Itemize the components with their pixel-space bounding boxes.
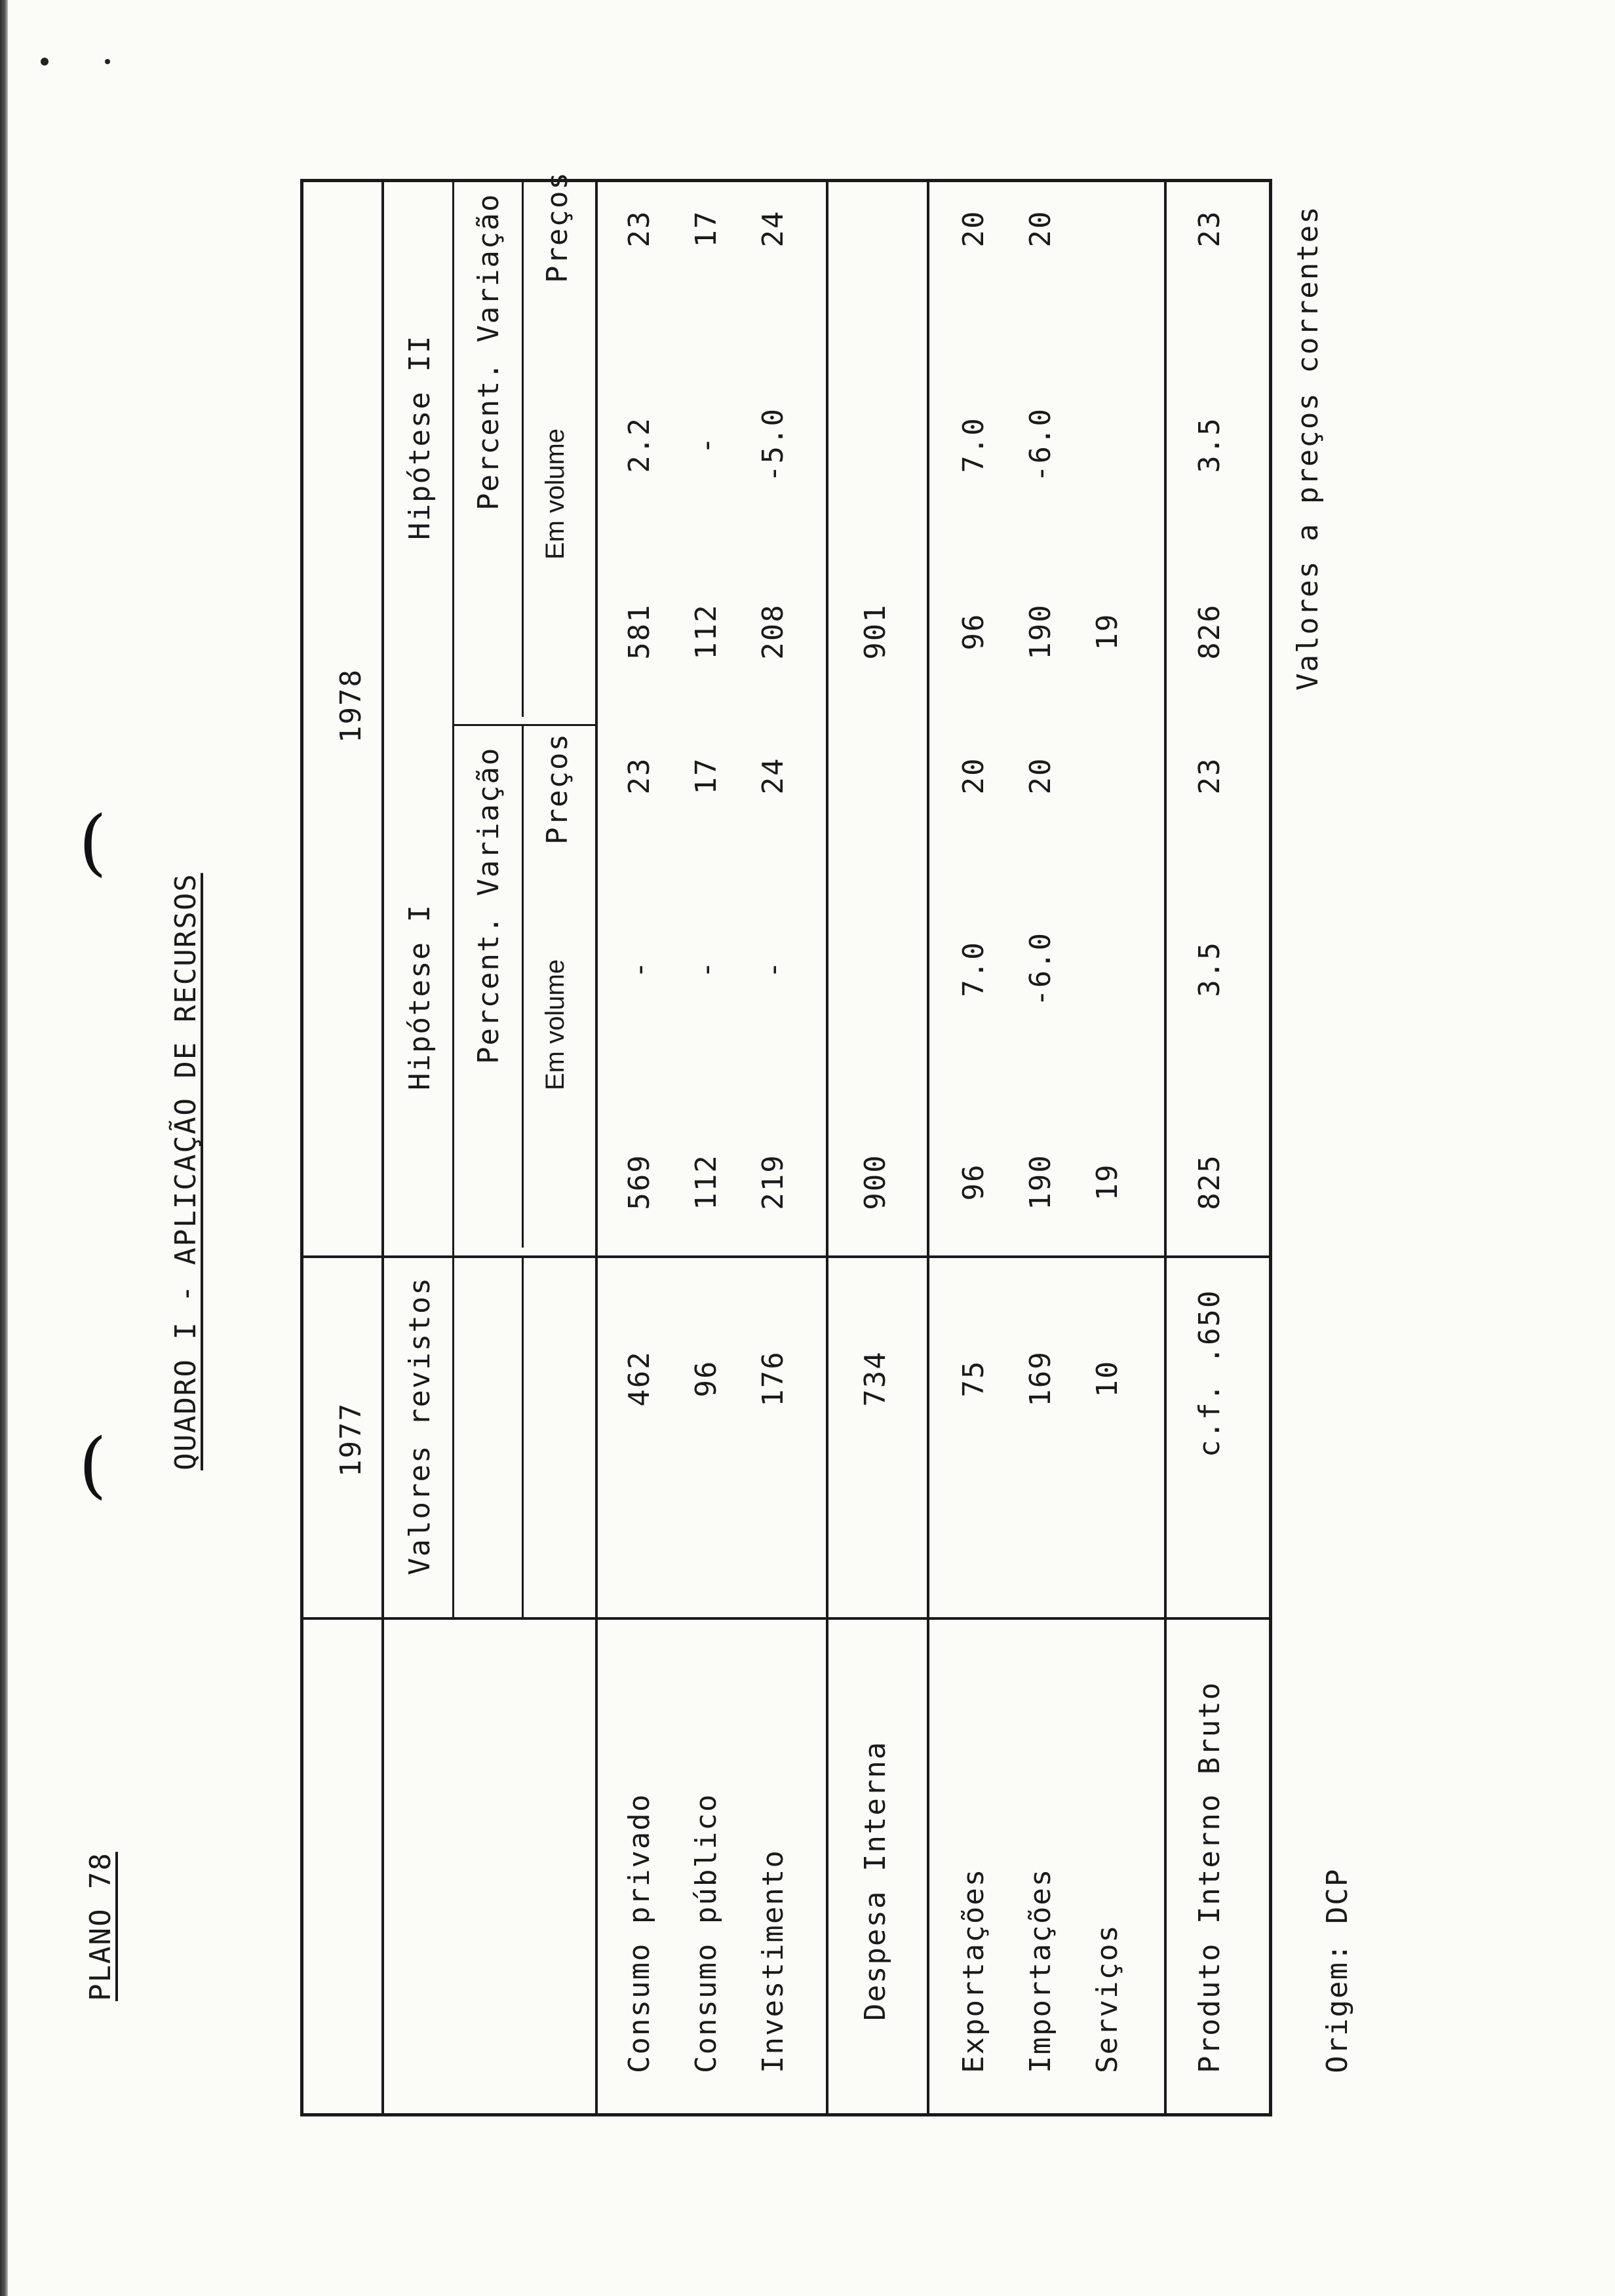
- year-column-rule: [300, 1255, 1272, 1258]
- cell-h2-volume: -6.0: [1024, 408, 1057, 482]
- cell-h1-valor: 96: [957, 1163, 990, 1201]
- cell-h1-valor: 219: [756, 1154, 790, 1210]
- pib-rule: [1164, 179, 1167, 2116]
- cell-h1-volume: -: [756, 959, 790, 979]
- cell-h2-valor: 208: [756, 603, 790, 660]
- cell-h2-volume: -5.0: [756, 408, 790, 482]
- header-precos-1: Preços: [541, 733, 574, 845]
- cell-h2-valor: 96: [957, 613, 990, 651]
- cell-h2-precos: 24: [756, 210, 790, 248]
- cell-h1-valor: 569: [623, 1154, 656, 1210]
- cell-h2-precos: 20: [957, 210, 990, 248]
- cell-h2-precos: 23: [1193, 210, 1226, 248]
- header-hipotese-1: Hipótese I: [403, 904, 437, 1090]
- cell-h2-valor: 112: [690, 603, 723, 660]
- cell-1977: 96: [690, 1360, 723, 1398]
- cell-h2-volume: 7.0: [957, 417, 990, 473]
- row-label: Serviços: [1091, 1924, 1124, 2073]
- cell-h2-precos: 20: [1024, 210, 1057, 248]
- cell-1977: 10: [1091, 1360, 1124, 1398]
- table-border-bottom: [1269, 179, 1272, 2116]
- percent-rule-1: [522, 726, 524, 1248]
- header-em-volume-1: Em volume: [541, 959, 570, 1090]
- plan-label: PLANO 78: [84, 1852, 117, 2001]
- header-precos-2: Preços: [541, 171, 574, 283]
- table-subtitle: Valores a preços correntes: [1291, 205, 1325, 691]
- header-percent-variacao-2: Percent. Variação: [472, 193, 505, 510]
- header-percent-variacao-1: Percent. Variação: [472, 746, 505, 1064]
- row-label: Despesa Interna: [859, 1740, 892, 2021]
- source-note: Origem: DCP: [1321, 1867, 1354, 2073]
- label-column-rule: [300, 1617, 1272, 1620]
- cell-h2-valor: 901: [859, 603, 892, 660]
- row-label: Importações: [1024, 1867, 1057, 2073]
- cell-h1-valor: 825: [1193, 1154, 1226, 1210]
- cell-h2-valor: 19: [1091, 613, 1124, 651]
- cell-h2-volume: 3.5: [1193, 417, 1226, 473]
- cell-h2-volume: 2.2: [623, 417, 656, 473]
- cell-h1-valor: 190: [1024, 1154, 1057, 1210]
- cell-1977: 462: [623, 1350, 656, 1407]
- punch-hole-mark: (: [79, 1423, 107, 1506]
- percent-rule-2: [522, 180, 524, 717]
- cell-h1-precos: 23: [623, 757, 656, 795]
- cell-h1-valor: 900: [859, 1154, 892, 1210]
- cell-h1-volume: -6.0: [1024, 932, 1057, 1006]
- cell-1977: 734: [859, 1350, 892, 1407]
- hyp-rule: [452, 182, 454, 1617]
- cell-h2-valor: 581: [623, 603, 656, 660]
- cell-h2-precos: 17: [690, 210, 723, 248]
- cell-h1-precos: 23: [1193, 757, 1226, 795]
- cell-h1-valor: 19: [1091, 1163, 1124, 1201]
- cell-1977: c.f. .650: [1193, 1289, 1226, 1457]
- header-valores-revistos: Valores revistos: [403, 1276, 437, 1575]
- cell-h1-precos: 24: [756, 757, 790, 795]
- hyp-split-rule: [452, 724, 596, 726]
- cell-h1-precos: 20: [1024, 757, 1057, 795]
- table-border-top: [300, 179, 303, 2116]
- cell-h1-precos: 17: [690, 757, 723, 795]
- cell-1977: 75: [957, 1360, 990, 1398]
- header-hipotese-2: Hipótese II: [403, 334, 437, 540]
- despesa-rule: [826, 179, 828, 2116]
- exports-rule: [927, 179, 929, 2116]
- header-em-volume-2: Em volume: [541, 428, 570, 560]
- rev-rule: [522, 1258, 524, 1617]
- header-rule: [381, 179, 384, 2116]
- header-1978: 1978: [334, 668, 368, 743]
- cell-h1-volume: 3.5: [1193, 941, 1226, 997]
- cell-h2-valor: 826: [1193, 603, 1226, 660]
- row-label: Produto Interno Bruto: [1193, 1681, 1226, 2073]
- punch-hole-mark: (: [79, 800, 107, 884]
- cell-1977: 176: [756, 1350, 790, 1407]
- table-title: QUADRO I - APLICAÇÃO DE RECURSOS: [169, 873, 203, 1470]
- row-label: Consumo público: [690, 1793, 723, 2073]
- table-border-left: [300, 2113, 1272, 2116]
- cell-h2-volume: -: [690, 435, 723, 455]
- cell-h1-volume: -: [623, 959, 656, 979]
- header-1977: 1977: [334, 1402, 368, 1477]
- cell-h1-volume: 7.0: [957, 941, 990, 997]
- row-label: Investimento: [756, 1849, 790, 2073]
- cell-h2-valor: 190: [1024, 603, 1057, 660]
- row-label: Exportações: [957, 1867, 990, 2073]
- header-bottom-rule: [595, 179, 598, 2116]
- row-label: Consumo privado: [623, 1793, 656, 2073]
- cell-h2-precos: 23: [623, 210, 656, 248]
- cell-h1-valor: 112: [690, 1154, 723, 1210]
- cell-1977: 169: [1024, 1350, 1057, 1407]
- cell-h1-volume: -: [690, 959, 723, 979]
- cell-h1-precos: 20: [957, 757, 990, 795]
